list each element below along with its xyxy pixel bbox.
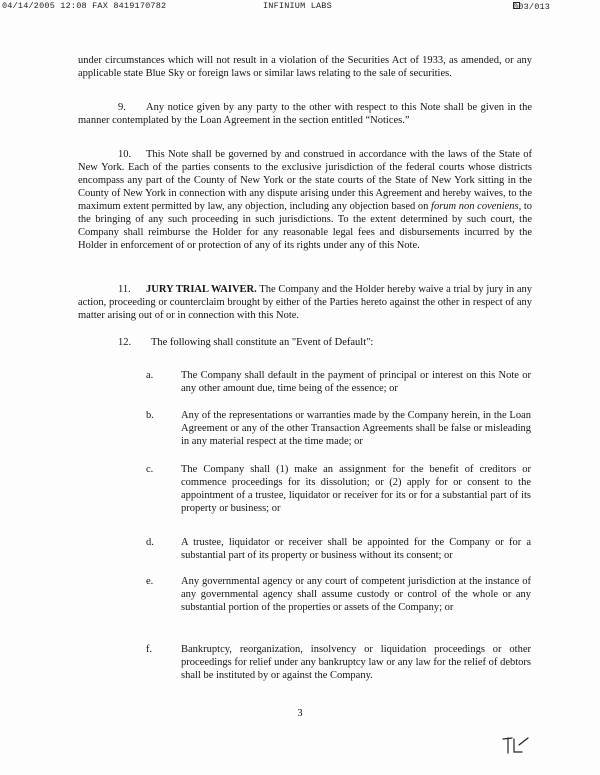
paragraph-10-text-a: This Note shall be governed by and construed in accordance with the laws of the State of New York. Each of the parties consents to the exclusive jurisdiction of the federal courts whose districts encompass any part of the County of New York or the state courts of the State of New York sitting in the County of New York in connection with any dispute arising under this Agreement and hereby waives, to the maximum extent permitted by law, any objection, including any objection based on: [78, 149, 532, 212]
paragraph-12-text: The following shall constitute an "Event of Default":: [151, 337, 374, 348]
default-item-text: Any governmental agency or any court of competent jurisdiction at the instance of any governmental agency shall assume custody or control of the whole or any substantial portion of the properties or assets of the Company; or: [181, 576, 531, 613]
paragraph-11-heading: JURY TRIAL WAIVER.: [146, 284, 257, 295]
paragraph-9-text: Any notice given by any party to the other with respect to this Note shall be given in the manner contemplated by the Loan Agreement in the section entitled “Notices.”: [78, 102, 532, 126]
paragraph-10-number: 10.: [118, 149, 132, 160]
fax-header-page-count-text: 003/013: [513, 2, 551, 12]
default-item-text: The Company shall default in the payment of principal or interest on this Note or any other amount due, time being of the essence; or: [181, 370, 531, 394]
paragraph-12: [118, 337, 373, 348]
paragraph-10: [78, 148, 532, 252]
default-item-text: A trustee, liquidator or receiver shall be appointed for the Company or for a substantial part of its property or business without its consent; or: [181, 537, 531, 561]
default-item-letter: d.: [146, 537, 154, 548]
fax-header-date-number: 04/14/2005 12:08 FAX 8419170782: [2, 1, 167, 11]
paragraph-12-number: 12.: [118, 337, 132, 348]
default-item-letter: e.: [146, 576, 154, 587]
fax-header: [0, 0, 600, 12]
fax-header-sender: INFINIUM LABS: [263, 1, 332, 11]
default-item-text: Any of the representations or warranties made by the Company herein, in the Loan Agreement or any of the other Transaction Agreements shall be false or misleading in any material respect at the time made; or: [181, 410, 531, 447]
default-item-text: Bankruptcy, reorganization, insolvency or liquidation proceedings or other proceedings for relief under any bankruptcy law or any law for the relief of debtors shall be instituted by or against the Company.: [181, 644, 531, 681]
paragraph-10-italic-term: forum non coveniens: [431, 201, 519, 212]
default-item-letter: b.: [146, 410, 154, 421]
handwritten-initials: [500, 735, 530, 757]
default-item-letter: c.: [146, 464, 154, 475]
default-item-letter: a.: [146, 370, 154, 381]
paragraph-9-number: 9.: [118, 102, 126, 113]
paragraph-10-text-b: , to the bringing of any such proceeding in such jurisdictions. To the extent determined by such court, the Company shall reimburse the Holder for any reasonable legal fees and disbursements incurred by the Holder in enforcement of or protection of any of its rights under any of this Note.: [78, 201, 533, 251]
page-number: 3: [297, 708, 303, 719]
paragraph-11-number: 11.: [118, 284, 131, 295]
default-item-text: The Company shall (1) make an assignment for the benefit of creditors or commence proceedings for its dissolution; or (2) apply for or consent to the appointment of a trustee, liquidator or receiver for its or for a substantial part of its property or business; or: [181, 464, 531, 514]
default-item-letter: f.: [146, 644, 153, 655]
paragraph-11: [78, 283, 532, 322]
paragraph-9: [78, 101, 532, 127]
intro-paragraph: under circumstances which will not result in a violation of the Securities Act of 1933, as amended, or any applicable state Blue Sky or foreign laws or similar laws relating to the sale of securities.: [78, 55, 532, 79]
paragraph-11-text: The Company and the Holder hereby waive a trial by jury in any action, proceeding or counterclaim brought by either of the Parties hereto against the other in respect of any matter arising out of or in connection with this Note.: [78, 284, 533, 321]
